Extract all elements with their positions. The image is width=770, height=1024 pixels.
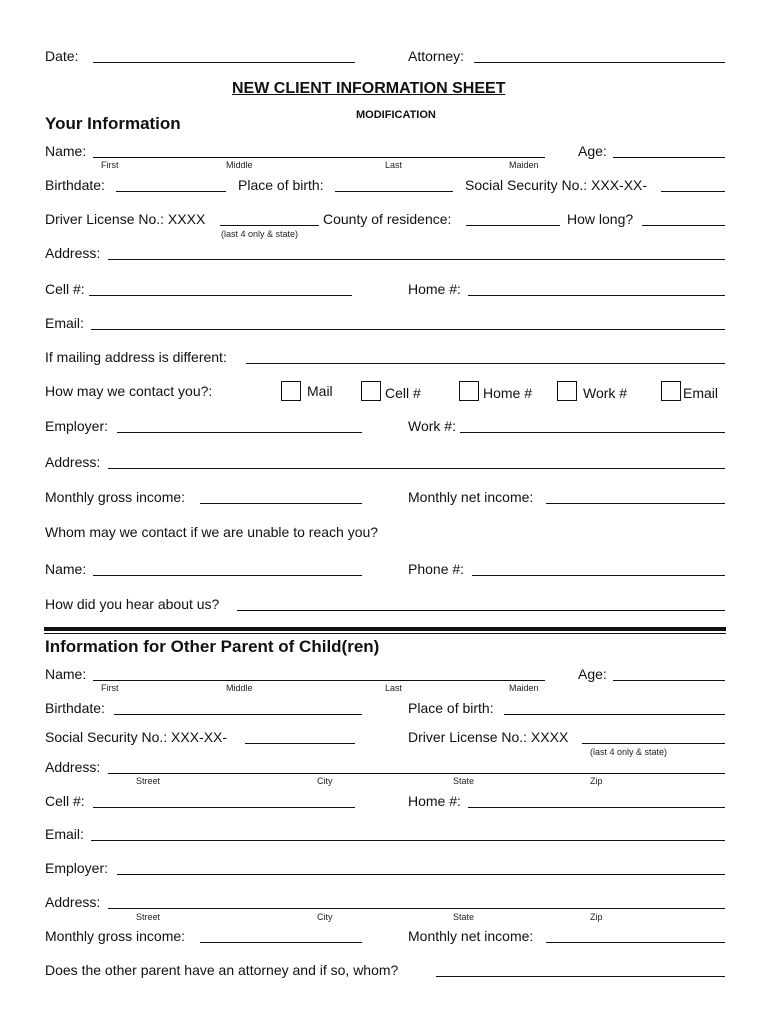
place-of-birth-label: Place of birth: — [238, 177, 324, 193]
mailing-address-field[interactable] — [246, 363, 725, 364]
op-name-field[interactable] — [93, 680, 545, 681]
age-field[interactable] — [613, 157, 725, 158]
cell-label: Cell #: — [45, 281, 85, 297]
your-information-heading: Your Information — [45, 114, 181, 133]
driver-license-label: Driver License No.: XXXX — [45, 211, 206, 227]
address-field[interactable] — [108, 259, 725, 260]
home-label: Home #: — [408, 281, 461, 297]
op-driver-license-note: (last 4 only & state) — [590, 747, 668, 757]
op-place-of-birth-label: Place of birth: — [408, 700, 494, 716]
age-label: Age: — [578, 143, 607, 159]
contact-work-checkbox[interactable] — [557, 381, 577, 401]
op-employer-label: Employer: — [45, 860, 109, 876]
county-field[interactable] — [466, 225, 560, 226]
emergency-phone-field[interactable] — [472, 575, 725, 576]
op-name-label: Name: — [45, 666, 87, 682]
net-income-field[interactable] — [546, 503, 725, 504]
section-divider-thick — [44, 627, 726, 631]
op-employer-address-label: Address: — [45, 894, 101, 910]
op-cell-label: Cell #: — [45, 793, 85, 809]
op-employer-address-part-state: State — [453, 912, 475, 922]
contact-work-label: Work # — [583, 385, 628, 401]
emergency-name-label: Name: — [45, 561, 87, 577]
employer-label: Employer: — [45, 418, 109, 434]
op-attorney-question: Does the other parent have an attorney and if so, whom? — [45, 962, 399, 978]
name-label: Name: — [45, 143, 87, 159]
work-phone-label: Work #: — [408, 418, 456, 434]
name-part-last: Last — [385, 160, 403, 170]
op-address-label: Address: — [45, 759, 101, 775]
attorney-label: Attorney: — [408, 48, 465, 64]
op-net-income-field[interactable] — [546, 942, 725, 943]
employer-address-field[interactable] — [108, 468, 725, 469]
op-employer-field[interactable] — [117, 874, 725, 875]
op-age-label: Age: — [578, 666, 607, 682]
op-address-field[interactable] — [108, 773, 725, 774]
ssn-label: Social Security No.: XXX-XX- — [465, 177, 648, 193]
mailing-address-label: If mailing address is different: — [45, 349, 227, 365]
contact-email-checkbox[interactable] — [661, 381, 681, 401]
op-employer-address-part-city: City — [317, 912, 333, 922]
email-label: Email: — [45, 315, 84, 331]
driver-license-note: (last 4 only & state) — [221, 229, 299, 239]
birthdate-label: Birthdate: — [45, 177, 105, 193]
how-long-field[interactable] — [642, 225, 725, 226]
op-ssn-field[interactable] — [245, 743, 355, 744]
op-net-income-label: Monthly net income: — [408, 928, 534, 944]
net-income-label: Monthly net income: — [408, 489, 534, 505]
name-field[interactable] — [93, 157, 545, 158]
home-field[interactable] — [468, 295, 725, 296]
op-age-field[interactable] — [613, 680, 725, 681]
county-label: County of residence: — [323, 211, 452, 227]
contact-mail-checkbox[interactable] — [281, 381, 301, 401]
op-gross-income-label: Monthly gross income: — [45, 928, 186, 944]
op-driver-license-field[interactable] — [582, 743, 725, 744]
referral-label: How did you hear about us? — [45, 596, 220, 612]
ssn-field[interactable] — [661, 191, 725, 192]
contact-email-label: Email — [683, 385, 719, 401]
op-address-part-city: City — [317, 776, 333, 786]
op-ssn-label: Social Security No.: XXX-XX- — [45, 729, 228, 745]
op-driver-license-label: Driver License No.: XXXX — [408, 729, 569, 745]
section-divider-thin — [44, 633, 726, 634]
date-field[interactable] — [93, 62, 355, 63]
employer-address-label: Address: — [45, 454, 101, 470]
op-employer-address-field[interactable] — [108, 908, 725, 909]
referral-field[interactable] — [237, 610, 725, 611]
gross-income-field[interactable] — [200, 503, 362, 504]
address-label: Address: — [45, 245, 101, 261]
contact-cell-checkbox[interactable] — [361, 381, 381, 401]
op-home-label: Home #: — [408, 793, 461, 809]
gross-income-label: Monthly gross income: — [45, 489, 186, 505]
op-email-field[interactable] — [91, 840, 725, 841]
op-employer-address-part-zip: Zip — [590, 912, 603, 922]
op-birthdate-field[interactable] — [114, 714, 362, 715]
attorney-field[interactable] — [474, 62, 725, 63]
place-of-birth-field[interactable] — [335, 191, 453, 192]
page-title: NEW CLIENT INFORMATION SHEET — [232, 80, 506, 97]
op-address-part-street: Street — [136, 776, 161, 786]
emergency-contact-question: Whom may we contact if we are unable to reach you? — [45, 524, 379, 540]
emergency-phone-label: Phone #: — [408, 561, 465, 577]
other-parent-heading: Information for Other Parent of Child(ren) — [45, 637, 380, 656]
employer-field[interactable] — [117, 432, 362, 433]
modification-label: MODIFICATION — [356, 109, 436, 121]
name-part-middle: Middle — [226, 160, 253, 170]
op-name-part-middle: Middle — [226, 683, 253, 693]
op-place-of-birth-field[interactable] — [504, 714, 725, 715]
contact-cell-label: Cell # — [385, 385, 421, 401]
cell-field[interactable] — [89, 295, 352, 296]
op-address-part-state: State — [453, 776, 475, 786]
birthdate-field[interactable] — [116, 191, 226, 192]
op-name-part-maiden: Maiden — [509, 683, 539, 693]
date-label: Date: — [45, 48, 79, 64]
op-attorney-field[interactable] — [436, 976, 725, 977]
email-field[interactable] — [91, 329, 725, 330]
name-part-maiden: Maiden — [509, 160, 539, 170]
contact-home-label: Home # — [483, 385, 533, 401]
op-address-part-zip: Zip — [590, 776, 603, 786]
work-phone-field[interactable] — [460, 432, 725, 433]
how-long-label: How long? — [567, 211, 634, 227]
driver-license-field[interactable] — [220, 225, 319, 226]
op-employer-address-part-street: Street — [136, 912, 161, 922]
op-cell-field[interactable] — [93, 807, 355, 808]
op-gross-income-field[interactable] — [200, 942, 362, 943]
op-birthdate-label: Birthdate: — [45, 700, 105, 716]
op-name-part-last: Last — [385, 683, 403, 693]
contact-home-checkbox[interactable] — [459, 381, 479, 401]
contact-mail-label: Mail — [307, 383, 333, 399]
contact-method-label: How may we contact you?: — [45, 383, 213, 399]
op-home-field[interactable] — [468, 807, 725, 808]
op-email-label: Email: — [45, 826, 84, 842]
emergency-name-field[interactable] — [93, 575, 362, 576]
name-part-first: First — [101, 160, 119, 170]
op-name-part-first: First — [101, 683, 119, 693]
